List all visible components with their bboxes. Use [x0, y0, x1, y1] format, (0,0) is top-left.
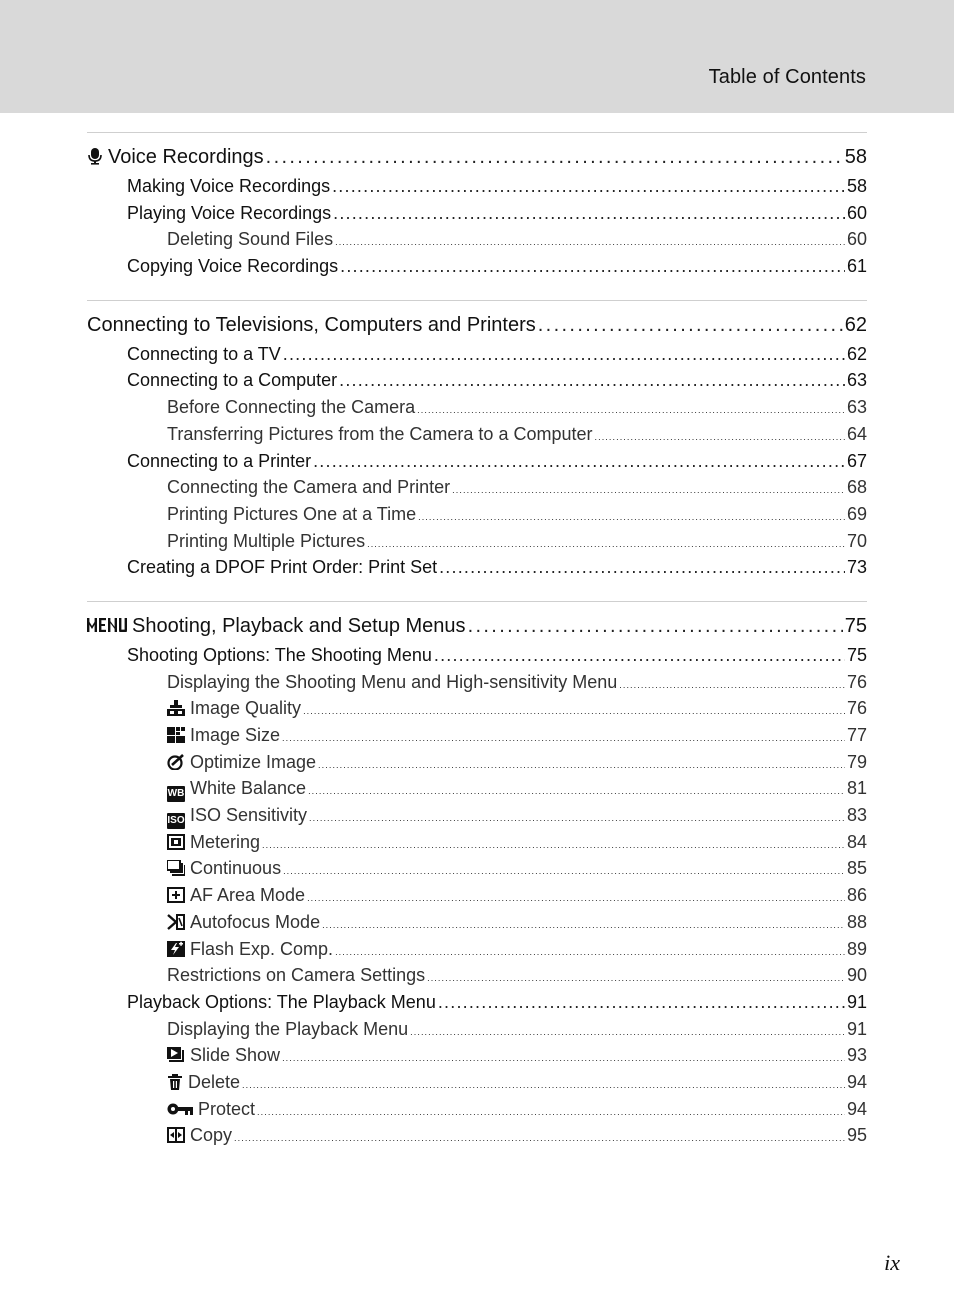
toc-entry-label: Printing Multiple Pictures: [167, 530, 366, 551]
toc-entry-voice-recordings[interactable]: [87, 142, 867, 173]
leader-dots: [418, 504, 845, 531]
toc-entry-label: Image Size: [190, 725, 281, 745]
toc-entry[interactable]: [87, 989, 867, 1016]
toc-entry-label: Creating a DPOF Print Order: Print Set: [127, 557, 438, 578]
key-icon: [167, 1101, 193, 1117]
toc-entry[interactable]: [87, 173, 867, 200]
toc-entry[interactable]: [87, 1016, 867, 1043]
toc-entry[interactable]: [87, 367, 867, 394]
toc-page-number: 73: [846, 557, 867, 578]
toc-entry-label: Delete: [188, 1071, 241, 1092]
header-title: Table of Contents: [708, 66, 866, 88]
leader-dots: [333, 200, 845, 227]
toc-page-number: 76: [846, 698, 867, 719]
leader-dots: [308, 778, 845, 805]
leader-dots: [427, 965, 845, 992]
leader-dots: [283, 858, 845, 885]
leader-dots: [266, 142, 843, 173]
leader-dots: [438, 989, 845, 1016]
toc-page-number: 77: [846, 725, 867, 745]
toc-entry-flash-exp-comp[interactable]: [87, 936, 867, 963]
leader-dots: [234, 1125, 845, 1152]
leader-dots: [257, 1099, 845, 1126]
toc-entry-label: Restrictions on Camera Settings: [167, 965, 426, 986]
toc-entry-label: Deleting Sound Files: [167, 229, 334, 250]
page-number: ix: [884, 1250, 900, 1275]
toc-entry[interactable]: [87, 394, 867, 421]
toc-page-number: 63: [846, 397, 867, 418]
leader-dots: [335, 939, 845, 966]
toc-entry-label: Displaying the Shooting Menu and High-sensitivity Menu: [167, 671, 618, 692]
toc-page-number: 79: [846, 751, 867, 772]
toc-page-number: 58: [846, 176, 867, 196]
toc-entry[interactable]: [87, 642, 867, 669]
toc-page-number: 70: [846, 530, 867, 551]
toc-entry-copy[interactable]: [87, 1122, 867, 1149]
toc-entry[interactable]: [87, 528, 867, 555]
toc-entry-optimize-image[interactable]: [87, 749, 867, 776]
toc-page-number: 67: [846, 450, 867, 471]
toc-page-number: 88: [846, 911, 867, 932]
optimize-image-icon: [167, 754, 185, 770]
flash-comp-icon: [167, 941, 185, 957]
toc-entry-label: Connecting to a Printer: [127, 450, 312, 471]
toc-entry-label: Playback Options: The Playback Menu: [127, 991, 436, 1012]
white-balance-icon: WB: [167, 786, 185, 802]
leader-dots: [538, 310, 843, 341]
leader-dots: [339, 367, 845, 394]
toc-entry-label: Voice Recordings: [108, 146, 264, 168]
leader-dots: [332, 173, 845, 200]
toc-entry-label: Autofocus Mode: [190, 911, 321, 932]
toc-page-number: 89: [846, 938, 867, 959]
toc-page-number: 75: [846, 644, 867, 665]
slide-show-icon: [167, 1047, 185, 1063]
toc-page-number: 61: [846, 256, 867, 277]
toc-entry-label: Shooting, Playback and Setup Menus: [132, 614, 466, 637]
toc-entry-label: AF Area Mode: [190, 885, 306, 906]
toc-entry-label: Image Quality: [190, 698, 302, 719]
leader-dots: [439, 554, 845, 581]
toc-entry-white-balance[interactable]: [87, 775, 867, 802]
toc-entry-label: Shooting Options: The Shooting Menu: [127, 644, 432, 665]
leader-dots: [367, 531, 845, 558]
toc-entry-label: Flash Exp. Comp.: [190, 938, 334, 959]
leader-dots: [262, 832, 845, 859]
leader-dots: [595, 424, 845, 451]
toc-entry-label: ISO Sensitivity: [190, 805, 308, 826]
leader-dots: [282, 1045, 845, 1072]
microphone-icon: [87, 147, 103, 165]
toc-entry[interactable]: [87, 341, 867, 368]
toc-entry-autofocus-mode[interactable]: [87, 909, 867, 936]
toc-entry-delete[interactable]: [87, 1069, 867, 1096]
toc-entry[interactable]: [87, 200, 867, 227]
metering-icon: [167, 834, 185, 850]
toc-entry-label: Before Connecting the Camera: [167, 397, 416, 418]
toc-entry-label: Copy: [190, 1125, 233, 1146]
toc-section-menus: [87, 601, 867, 1149]
toc-page-number: 94: [846, 1098, 867, 1119]
toc-page-number: 68: [846, 477, 867, 498]
continuous-icon: [167, 860, 185, 876]
toc-entry[interactable]: [87, 474, 867, 501]
toc-section-connecting: [87, 300, 867, 581]
leader-dots: [452, 477, 845, 504]
toc-entry-af-area-mode[interactable]: [87, 882, 867, 909]
toc-page-number: 58: [844, 146, 867, 168]
toc-entry-label: Optimize Image: [190, 751, 317, 772]
toc-page-number: 84: [846, 831, 867, 852]
toc-entry[interactable]: [87, 421, 867, 448]
table-of-contents: [87, 132, 867, 1149]
leader-dots: [283, 341, 845, 368]
toc-entry[interactable]: [87, 448, 867, 475]
toc-entry[interactable]: [87, 962, 867, 989]
toc-page-number: 63: [846, 370, 867, 391]
leader-dots: [242, 1072, 845, 1099]
toc-entry[interactable]: [87, 501, 867, 528]
leader-dots: [410, 1019, 845, 1046]
toc-entry-label: Continuous: [190, 858, 282, 879]
toc-page-number: 62: [846, 343, 867, 364]
toc-entry-iso-sensitivity[interactable]: [87, 802, 867, 829]
leader-dots: [318, 752, 845, 779]
toc-entry-label: Connecting to Televisions, Computers and Printers: [87, 313, 536, 336]
toc-entry-protect[interactable]: [87, 1096, 867, 1123]
toc-entry-label: Slide Show: [190, 1045, 281, 1066]
toc-entry-label: Playing Voice Recordings: [127, 202, 332, 223]
toc-entry-label: Making Voice Recordings: [127, 176, 331, 196]
leader-dots: [417, 397, 845, 424]
toc-page-number: 75: [844, 614, 867, 637]
af-area-icon: [167, 887, 185, 903]
toc-page-number: 64: [846, 423, 867, 444]
toc-entry-image-quality[interactable]: [87, 695, 867, 722]
toc-entry-slide-show[interactable]: [87, 1042, 867, 1069]
copy-icon: [167, 1127, 185, 1143]
toc-page-number: 62: [844, 313, 867, 336]
toc-entry-label: Connecting to a Computer: [127, 370, 338, 391]
leader-dots: [434, 642, 845, 669]
toc-entry-metering[interactable]: [87, 829, 867, 856]
toc-page-number: 60: [846, 202, 867, 223]
toc-page-number: 95: [846, 1125, 867, 1146]
toc-entry-label: Connecting the Camera and Printer: [167, 477, 451, 498]
toc-entry-label: White Balance: [190, 778, 307, 799]
leader-dots: [303, 698, 845, 725]
toc-page-number: 69: [846, 503, 867, 524]
toc-entry-label: Protect: [198, 1098, 256, 1119]
image-size-icon: [167, 727, 185, 743]
toc-entry-label: Connecting to a TV: [127, 343, 281, 364]
toc-page-number: 83: [846, 805, 867, 826]
leader-dots: [282, 725, 845, 752]
toc-page-number: 86: [846, 885, 867, 906]
leader-dots: [322, 912, 845, 939]
toc-entry-label: Transferring Pictures from the Camera to a Computer: [167, 423, 593, 444]
leader-dots: [309, 805, 845, 832]
toc-entry-label: Printing Pictures One at a Time: [167, 503, 417, 524]
trash-icon: [167, 1074, 183, 1090]
toc-page-number: 91: [846, 991, 867, 1012]
toc-entry-connecting[interactable]: [87, 310, 867, 341]
toc-entry[interactable]: [87, 554, 867, 581]
toc-page-number: 90: [846, 965, 867, 986]
image-quality-icon: [167, 700, 185, 716]
toc-entry-image-size[interactable]: [87, 722, 867, 749]
toc-page-number: 81: [846, 778, 867, 799]
menu-icon: [87, 616, 127, 634]
iso-icon: ISO: [167, 813, 185, 829]
toc-page-number: 85: [846, 858, 867, 879]
leader-dots: [307, 885, 845, 912]
toc-entry-label: Displaying the Playback Menu: [167, 1018, 409, 1039]
toc-page-number: 93: [846, 1045, 867, 1066]
toc-section-voice: [87, 132, 867, 280]
toc-entry[interactable]: [87, 253, 867, 280]
leader-dots: [340, 253, 845, 280]
toc-page-number: 60: [846, 229, 867, 250]
leader-dots: [619, 672, 845, 699]
header-band: [0, 0, 954, 113]
toc-page-number: 94: [846, 1071, 867, 1092]
leader-dots: [468, 611, 843, 642]
toc-entry-continuous[interactable]: [87, 855, 867, 882]
toc-entry-label: Metering: [190, 831, 261, 852]
toc-page-number: 76: [846, 671, 867, 692]
toc-page-number: 91: [846, 1018, 867, 1039]
toc-entry[interactable]: [87, 669, 867, 696]
autofocus-icon: [167, 914, 185, 930]
toc-entry-menus[interactable]: [87, 611, 867, 642]
toc-entry[interactable]: [87, 226, 867, 253]
toc-entry-label: Copying Voice Recordings: [127, 256, 339, 277]
leader-dots: [313, 448, 845, 475]
leader-dots: [335, 229, 845, 256]
